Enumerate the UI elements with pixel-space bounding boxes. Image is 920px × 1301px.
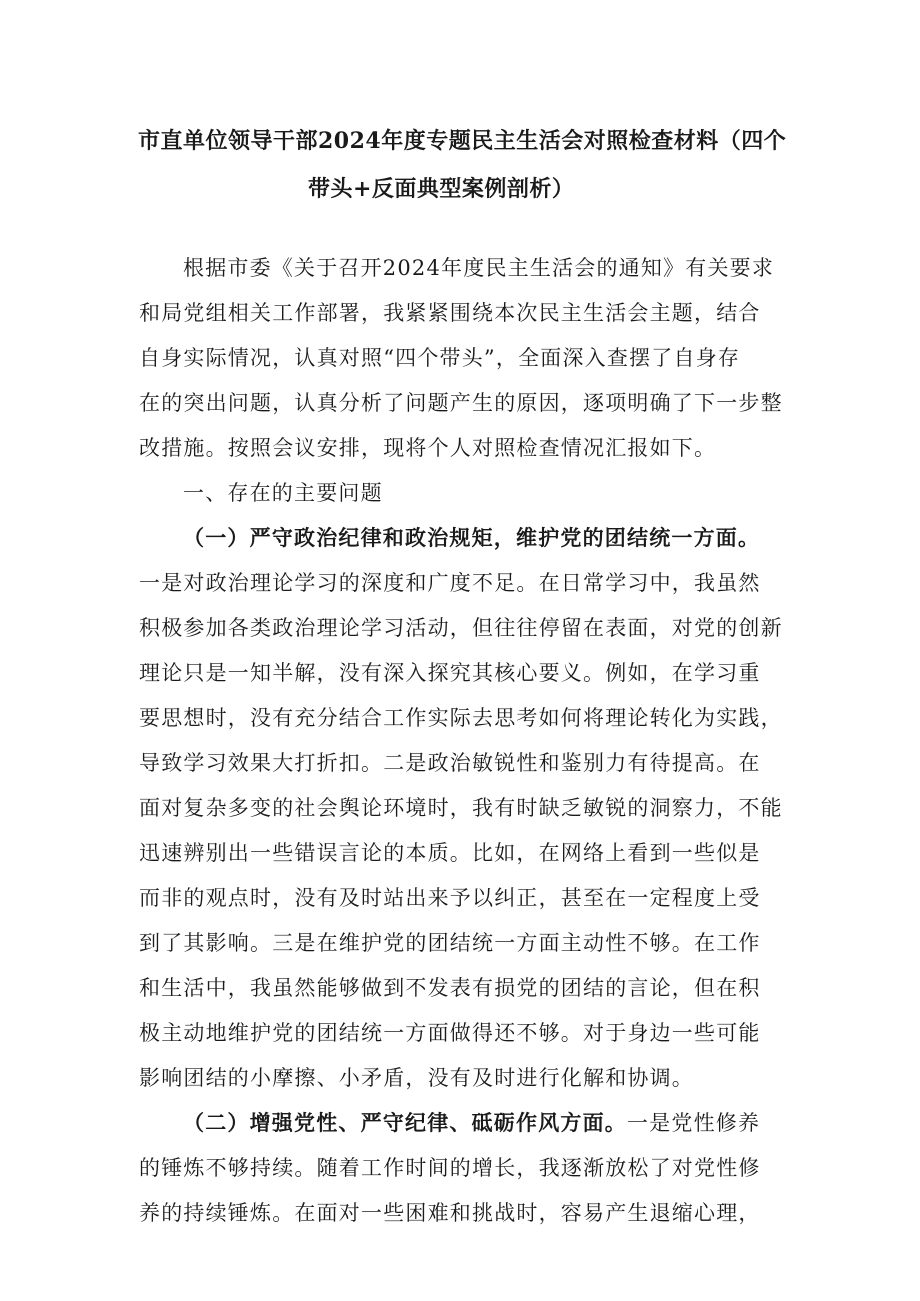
section-heading: 一、存在的主要问题 <box>183 481 383 505</box>
body-line: 极主动地维护党的团结统一方面做得还不够。对于身边一些可能 <box>139 1021 761 1045</box>
body-line: 和生活中，我虽然能够做到不发表有损党的团结的言论，但在积 <box>139 976 761 1000</box>
body-line: 导致学习效果大打折扣。二是政治敏锐性和鉴别力有待提高。在 <box>139 751 761 775</box>
document-title-line-1: 市直单位领导干部2024年度专题民主生活会对照检查材料（四个 <box>138 128 787 154</box>
body-line: 面对复杂多变的社会舆论环境时，我有时缺乏敏锐的洞察力，不能 <box>139 796 783 820</box>
body-line: 一是对政治理论学习的深度和广度不足。在日常学习中，我虽然 <box>139 571 761 595</box>
body-line: 要思想时，没有充分结合工作实际去思考如何将理论转化为实践， <box>139 706 783 730</box>
body-line: 养的持续锤炼。在面对一些困难和挑战时，容易产生退缩心理， <box>139 1201 761 1225</box>
intro-line: 自身实际情况，认真对照“四个带头”，全面深入查摆了自身存 <box>139 346 741 370</box>
subsection-heading: （二）增强党性、严守纪律、砥砺作风方面。 <box>183 1110 627 1135</box>
intro-line: 改措施。按照会议安排，现将个人对照检查情况汇报如下。 <box>139 436 717 460</box>
body-line: 到了其影响。三是在维护党的团结统一方面主动性不够。在工作 <box>139 931 761 955</box>
body-line: 影响团结的小摩擦、小矛盾，没有及时进行化解和协调。 <box>139 1066 694 1090</box>
intro-line: 和局党组相关工作部署，我紧紧围绕本次民主生活会主题，结合 <box>139 301 761 325</box>
subsection-2-line <box>183 1107 760 1137</box>
intro-line: 根据市委《关于召开2024年度民主生活会的通知》有关要求 <box>183 256 775 280</box>
intro-line: 在的突出问题，认真分析了问题产生的原因，逐项明确了下一步整 <box>139 391 783 415</box>
body-line: 而非的观点时，没有及时站出来予以纠正，甚至在一定程度上受 <box>139 886 761 910</box>
subsection-heading: （一）严守政治纪律和政治规矩，维护党的团结统一方面。 <box>183 525 761 550</box>
body-line: 迅速辨别出一些错误言论的本质。比如，在网络上看到一些似是 <box>139 841 761 865</box>
document-title-line-2: 带头+反面典型案例剖析） <box>308 176 575 202</box>
body-line: 的锤炼不够持续。随着工作时间的增长，我逐渐放松了对党性修 <box>139 1156 761 1180</box>
body-line: 理论只是一知半解，没有深入探究其核心要义。例如，在学习重 <box>139 661 761 685</box>
body-line: 积极参加各类政治理论学习活动，但往往停留在表面，对党的创新 <box>139 616 783 640</box>
body-text: 一是党性修养 <box>627 1111 761 1135</box>
